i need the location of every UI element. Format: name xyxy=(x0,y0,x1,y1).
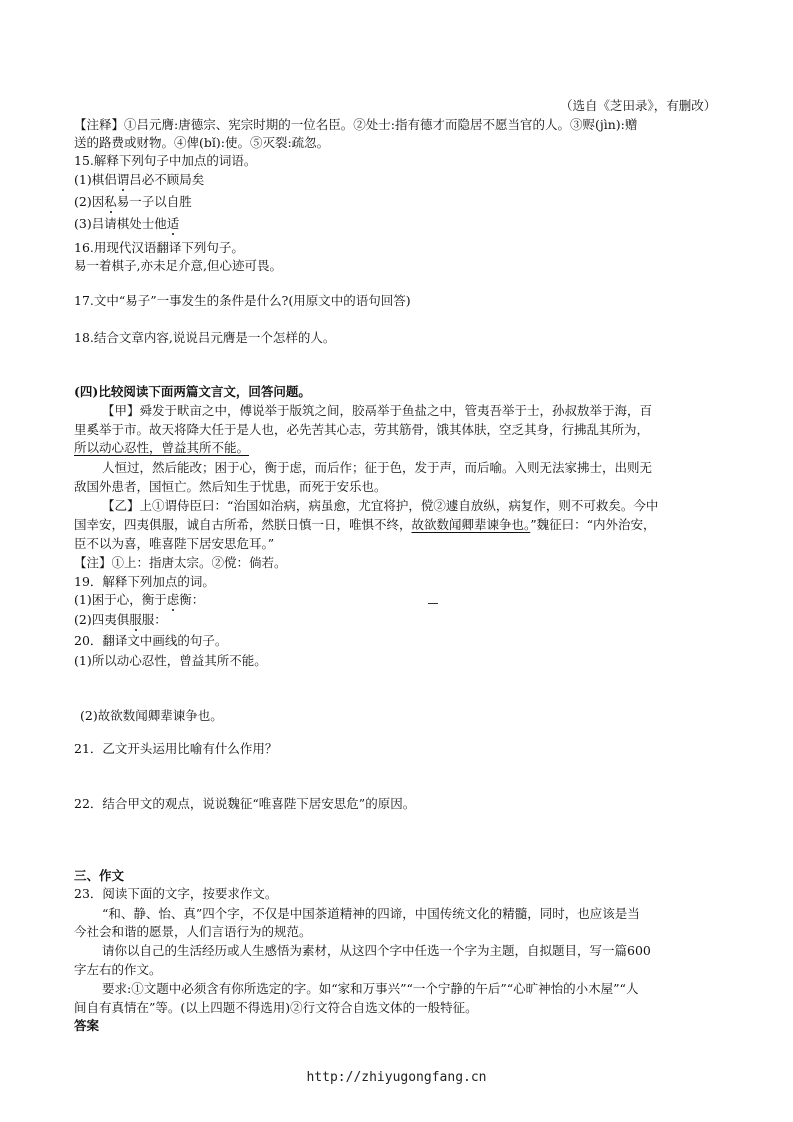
answer-label: 答案 xyxy=(74,1018,100,1033)
essay-para2-line1: 请你以自己的生活经历或人生感悟为素材，从这四个字中任选一个字为主题，自拟题目，写一篇600 xyxy=(102,943,651,958)
yi-line-1: 【乙】上①谓侍臣曰：“治国如治病，病虽愈，尤宜将护，傥②遽自放纵，病复作，则不可救矣。今中 xyxy=(102,498,659,513)
q23-prompt: 23．阅读下面的文字，按要求作文。 xyxy=(74,886,278,901)
emphasis-dot: 适 xyxy=(166,216,180,231)
jia-line-4: 人恒过，然后能改；困于心，衡于虑，而后作；征于色，发于声，而后喻。入则无法家拂士，出则无 xyxy=(102,460,653,475)
q15-prompt: 15.解释下列句子中加点的词语。 xyxy=(74,153,257,168)
q20-item-1: (1)所以动心忍性，曾益其所不能。 xyxy=(74,653,267,668)
yi-underlined-sentence: 故欲数闻卿辈谏争也。 xyxy=(411,517,531,532)
q20-prompt: 20．翻译文中画线的句子。 xyxy=(74,633,228,648)
q21-prompt: 21．乙文开头运用比喻有什么作用？ xyxy=(74,741,278,756)
source-note: （选自《芝田录》，有删改） xyxy=(560,98,717,113)
section3-title: 三、作文 xyxy=(74,868,125,883)
q19-answer-blank[interactable] xyxy=(428,590,438,609)
q19-prompt: 19．解释下列加点的词。 xyxy=(74,574,215,589)
q15-item-3: (3)吕请棋处士他适 xyxy=(74,216,180,231)
emphasis-dot: 私 xyxy=(104,194,117,209)
notes-line-2: 送的路费或财物。④俾(bǐ):使。⑤灭裂:疏忽。 xyxy=(74,135,330,150)
q19-item-2: (2)四夷俱服服： xyxy=(74,612,167,627)
section4-title: (四)比较阅读下面两篇文言文，回答问题。 xyxy=(74,384,311,399)
q15-item-2: (2)因私易一子以自胜 xyxy=(74,194,192,209)
emphasis-dot: 谓 xyxy=(116,172,130,187)
q17-prompt: 17.文中“易子”一事发生的条件是什么?(用原文中的语句回答) xyxy=(74,293,411,308)
yi-line-3: 臣不以为喜，唯喜陛下居安思危耳。” xyxy=(74,536,275,551)
notes-line-1: 【注释】①吕元膺:唐德宗、宪宗时期的一位名臣。②处士:指有德才而隐居不愿当官的人。③赆(jìn):赠 xyxy=(74,117,638,132)
essay-para3-line2: 间自有真情在”等。(以上四题不得选用)②行文符合自选文体的一般特征。 xyxy=(74,1000,478,1015)
q16-prompt: 16.用现代汉语翻译下列句子。 xyxy=(74,240,244,255)
q15-item-1: (1)棋侣谓吕必不顾局矣 xyxy=(74,172,205,187)
notes-label: 【注释】 xyxy=(74,117,125,132)
essay-para3-line1: 要求:①文题中必须含有你所选定的字。如“家和万事兴”“一个宁静的午后”“心旷神怡的小木屋”“人 xyxy=(102,981,639,996)
section4-note: 【注】①上：指唐太宗。②傥：倘若。 xyxy=(74,555,287,570)
essay-para1-line1: “和、静、怡、真”四个字，不仅是中国茶道精神的四谛，中国传统文化的精髓，同时，也应该是当 xyxy=(102,906,640,921)
essay-para2-line2: 字左右的作文。 xyxy=(74,962,162,977)
q16-sentence: 易一着棋子,亦未足介意,但心迹可畏。 xyxy=(74,258,282,273)
jia-line-5: 敌国外患者，国恒亡。然后知生于忧患，而死于安乐也。 xyxy=(74,479,387,494)
essay-para1-line2: 今社会和谐的愿景，人们言语行为的规范。 xyxy=(74,924,312,939)
q19-item-1: (1)困于心，衡于虑衡： xyxy=(74,592,205,607)
yi-line-2: 国幸安，四夷俱服，诚自古所希，然朕日慎一日，唯惧不终，故欲数闻卿辈谏争也。”魏征曰：“内外治安， xyxy=(74,517,656,532)
jia-line-2: 里奚举于市。故天将降大任于是人也，必先苦其心志，劳其筋骨，饿其体肤，空乏其身，行拂乱其所为， xyxy=(74,422,650,437)
jia-line-1: 【甲】舜发于畎亩之中，傅说举于版筑之间，胶鬲举于鱼盐之中，管夷吾举于士，孙叔敖举于海，百 xyxy=(102,403,653,418)
emphasis-dot: 虑 xyxy=(166,592,180,607)
footer-url[interactable]: http://zhiyugongfang.cn xyxy=(306,1070,487,1085)
q22-prompt: 22．结合甲文的观点，说说魏征“唯喜陛下居安思危”的原因。 xyxy=(74,796,416,811)
emphasis-dot: 服 xyxy=(129,612,142,627)
jia-line-3-underlined: 所以动心忍性，曾益其所不能。 xyxy=(74,440,250,455)
q20-item-2: (2)故欲数闻卿辈谏争也。 xyxy=(80,708,223,723)
q18-prompt: 18.结合文章内容,说说吕元膺是一个怎样的人。 xyxy=(74,330,336,345)
